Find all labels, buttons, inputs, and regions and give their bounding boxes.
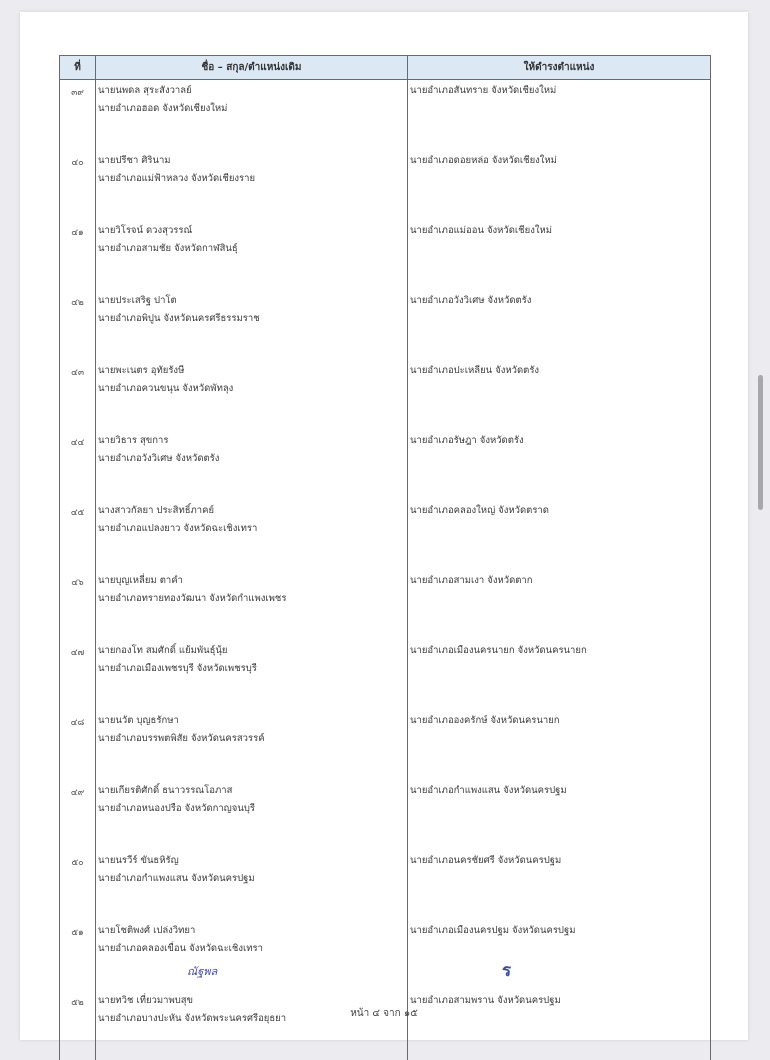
old-position: นายอำเภอควนขนุน จังหวัดพัทลุง (98, 383, 234, 394)
person-name: นายประเสริฐ ปาโต (98, 295, 177, 306)
table-row (60, 920, 711, 990)
table-row (60, 780, 711, 850)
row-number: ๔๘ (60, 710, 96, 780)
new-position-cell (408, 850, 711, 920)
new-position-cell (408, 500, 711, 570)
table-header-row (60, 56, 711, 80)
old-position: นายอำเภอบรรพตพิสัย จังหวัดนครสวรรค์ (98, 733, 265, 744)
new-position-cell (408, 920, 711, 990)
old-position: นายอำเภอเมืองเพชรบุรี จังหวัดเพชรบุรี (98, 663, 257, 674)
scrollbar-thumb[interactable] (758, 375, 763, 510)
new-position-cell (408, 990, 711, 1060)
name-cell (96, 430, 408, 500)
new-position-cell (408, 430, 711, 500)
person-name: นางสาวกัลยา ประสิทธิ์ภาคย์ (98, 505, 215, 516)
new-position-cell (408, 640, 711, 710)
table-row (60, 570, 711, 640)
old-position: นายอำเภอวังวิเศษ จังหวัดตรัง (98, 453, 220, 464)
new-position-cell (408, 360, 711, 430)
new-position-cell (408, 80, 711, 151)
table-row (60, 640, 711, 710)
appointment-table (59, 55, 711, 1060)
row-number: ๔๕ (60, 500, 96, 570)
new-position: นายอำเภอคลองใหญ่ จังหวัดตราด (410, 505, 549, 516)
name-cell (96, 850, 408, 920)
row-number: ๔๓ (60, 360, 96, 430)
name-cell (96, 500, 408, 570)
name-cell (96, 80, 408, 151)
name-cell (96, 640, 408, 710)
row-number: ๔๑ (60, 220, 96, 290)
new-position: นายอำเภอดอยหล่อ จังหวัดเชียงใหม่ (410, 155, 557, 166)
new-position-cell (408, 780, 711, 850)
new-position-cell (408, 570, 711, 640)
row-number: ๕๒ (60, 990, 96, 1060)
table-row (60, 850, 711, 920)
table-row (60, 220, 711, 290)
new-position-cell (408, 150, 711, 220)
name-cell (96, 150, 408, 220)
table-row (60, 290, 711, 360)
scrollbar-track[interactable] (752, 12, 766, 1040)
table-row (60, 80, 711, 151)
new-position: นายอำเภอสามพราน จังหวัดนครปฐม (410, 995, 561, 1006)
row-number: ๔๙ (60, 780, 96, 850)
old-position: นายอำเภอแปลงยาว จังหวัดฉะเชิงเทรา (98, 523, 258, 534)
name-cell (96, 990, 408, 1060)
signature-left: ณัฐพล (187, 965, 218, 978)
name-cell (96, 570, 408, 640)
new-position-cell (408, 290, 711, 360)
name-cell (96, 290, 408, 360)
row-number: ๔๐ (60, 150, 96, 220)
person-name: นายนพดล สุระสังวาลย์ (98, 85, 192, 96)
row-number: ๕๑ (60, 920, 96, 990)
name-cell (96, 360, 408, 430)
old-position: นายอำเภอสามชัย จังหวัดกาฬสินธุ์ (98, 243, 238, 254)
person-name: นายนวัต บุญธรักษา (98, 715, 179, 726)
old-position: นายอำเภอหนองปรือ จังหวัดกาญจนบุรี (98, 803, 255, 814)
new-position: นายอำเภอสันทราย จังหวัดเชียงใหม่ (410, 85, 557, 96)
table-row (60, 430, 711, 500)
old-position: นายอำเภอบางปะหัน จังหวัดพระนครศรีอยุธยา (98, 1013, 287, 1024)
new-position: นายอำเภอองครักษ์ จังหวัดนครนายก (410, 715, 560, 726)
table-row (60, 710, 711, 780)
person-name: นายทวิช เที่ยวมาพบสุข (98, 995, 194, 1006)
table-row (60, 150, 711, 220)
signature-right: ร (502, 961, 512, 981)
new-position-cell (408, 220, 711, 290)
name-cell (96, 710, 408, 780)
old-position: นายอำเภอแม่ฟ้าหลวง จังหวัดเชียงราย (98, 173, 256, 184)
person-name: นายพะเนตร อุทัยรังษี (98, 365, 185, 376)
new-position: นายอำเภอกำแพงแสน จังหวัดนครปฐม (410, 785, 567, 796)
new-position: นายอำเภอวังวิเศษ จังหวัดตรัง (410, 295, 532, 306)
new-position: นายอำเภอรัษฎา จังหวัดตรัง (410, 435, 524, 446)
row-number: ๔๗ (60, 640, 96, 710)
new-position-cell (408, 710, 711, 780)
old-position: นายอำเภอพิปูน จังหวัดนครศรีธรรมราช (98, 313, 260, 324)
row-number: ๓๙ (60, 80, 96, 151)
new-position: นายอำเภอปะเหลียน จังหวัดตรัง (410, 365, 540, 376)
document-page (20, 12, 748, 1040)
name-cell (96, 220, 408, 290)
new-position: นายอำเภอนครชัยศรี จังหวัดนครปฐม (410, 855, 562, 866)
new-position: นายอำเภอสามเงา จังหวัดตาก (410, 575, 533, 586)
person-name: นายปรีชา ศิรินาม (98, 155, 171, 166)
old-position: นายอำเภอทรายทองวัฒนา จังหวัดกำแพงเพชร (98, 593, 287, 604)
table-row (60, 360, 711, 430)
name-cell (96, 920, 408, 990)
person-name: นายเกียรติศักดิ์ ธนาวรรณโอภาส (98, 785, 233, 796)
old-position: นายอำเภอกำแพงแสน จังหวัดนครปฐม (98, 873, 255, 884)
person-name: นายบุญเหลี่ยม ตาคำ (98, 575, 183, 586)
row-number: ๕๐ (60, 850, 96, 920)
person-name: นายนรวีร์ ขันธหิรัญ (98, 855, 179, 866)
table-row (60, 500, 711, 570)
old-position: นายอำเภอฮอด จังหวัดเชียงใหม่ (98, 103, 228, 114)
old-position: นายอำเภอคลองเขื่อน จังหวัดฉะเชิงเทรา (98, 943, 263, 954)
person-name: นายกองโท สมศักดิ์ แย้มพันธุ์นุ้ย (98, 645, 228, 656)
person-name: นายวิธาร สุขการ (98, 435, 169, 446)
new-position: นายอำเภอเมืองนครปฐม จังหวัดนครปฐม (410, 925, 576, 936)
new-position: นายอำเภอเมืองนครนายก จังหวัดนครนายก (410, 645, 587, 656)
page-number-footer: หน้า ๔ จาก ๑๕ (350, 1008, 418, 1019)
person-name: นายโชติพงศ์ เปล่งวิทยา (98, 925, 196, 936)
table-row (60, 990, 711, 1060)
name-cell (96, 780, 408, 850)
row-number: ๔๒ (60, 290, 96, 360)
header-name-old-position: ชื่อ – สกุล/ตำแหน่งเดิม (96, 56, 408, 80)
header-new-position: ให้ดำรงตำแหน่ง (408, 56, 711, 80)
person-name: นายวิโรจน์ ดวงสุวรรณ์ (98, 225, 193, 236)
new-position: นายอำเภอแม่ออน จังหวัดเชียงใหม่ (410, 225, 552, 236)
header-number: ที่ (60, 56, 96, 80)
row-number: ๔๔ (60, 430, 96, 500)
row-number: ๔๖ (60, 570, 96, 640)
